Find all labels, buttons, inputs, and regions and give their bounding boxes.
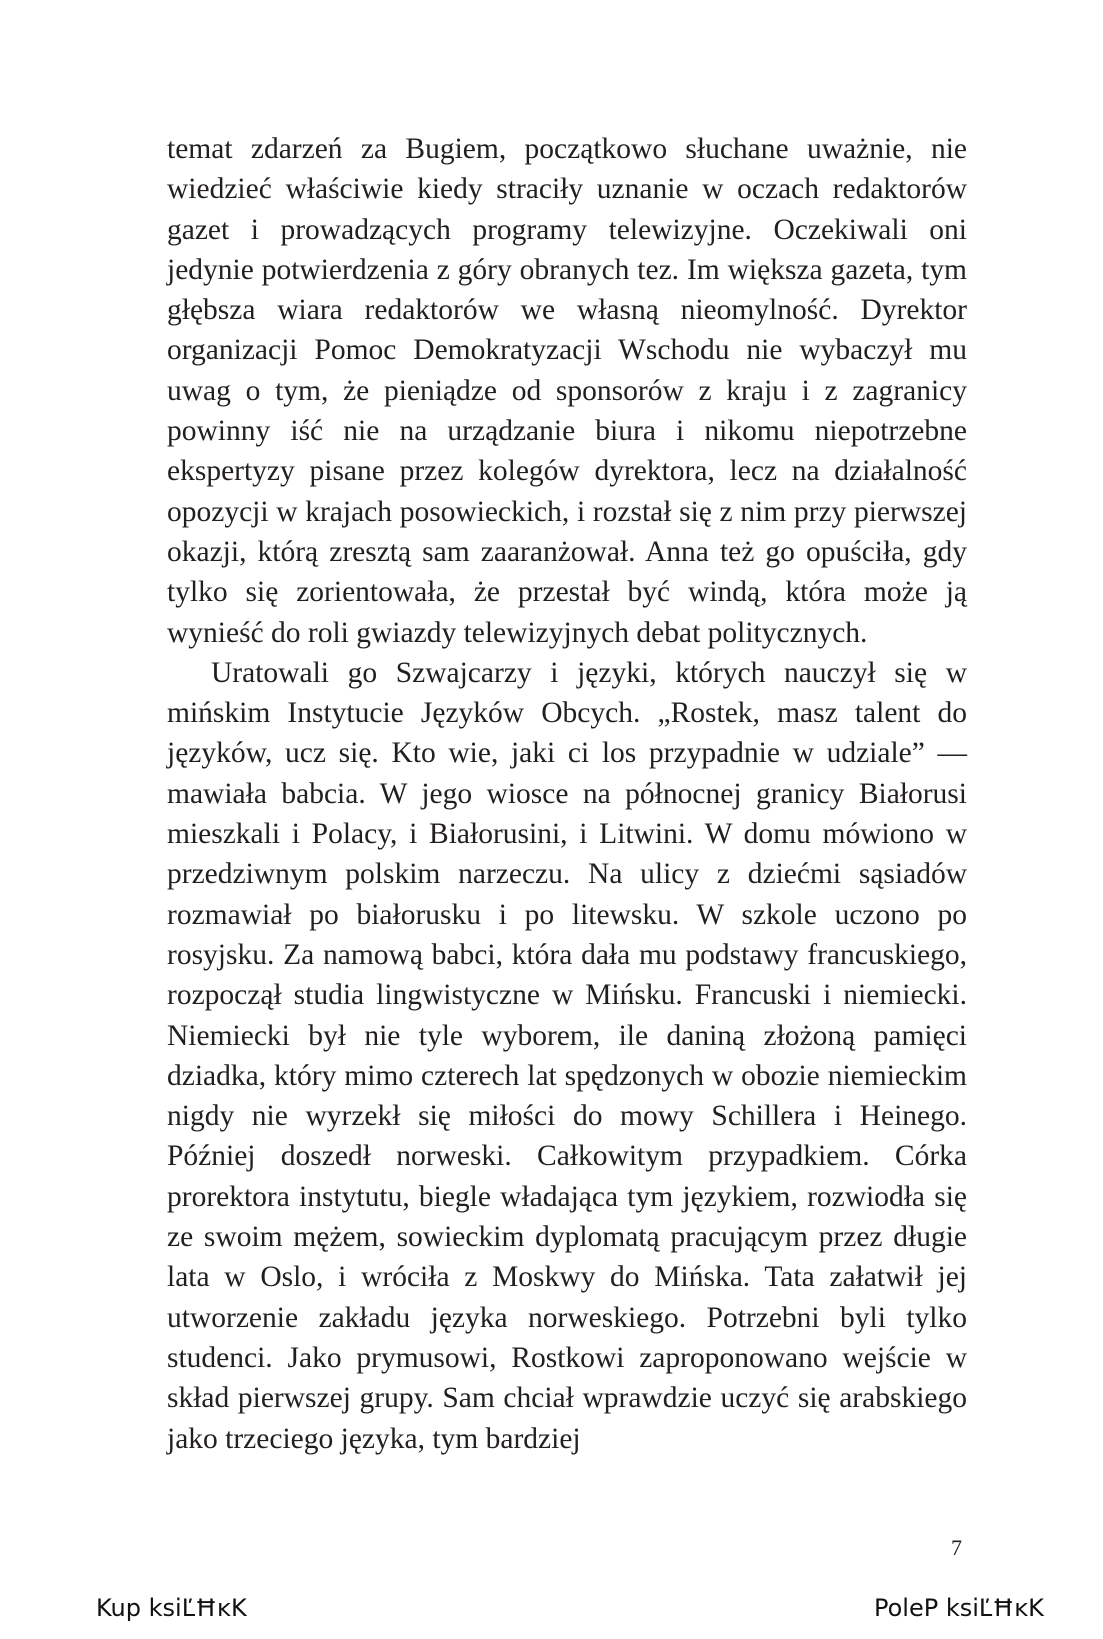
paragraph-1: temat zdarzeń za Bugiem, początkowo słuchane uważnie, nie wiedzieć właściwie kiedy straciły uznanie w oczach redaktorów gazet i prowadzących programy telewizyjne. Oczekiwali oni jedynie potwierdzenia z góry obranych tez. Im większa gazeta, tym głębsza wiara redaktorów we własną nieomylność. Dyrektor organizacji Pomoc Demokratyzacji Wschodu nie wybaczył mu uwag o tym, że pieniądze od sponsorów z kraju i z zagranicy powinny iść nie na urządzanie biura i nikomu niepotrzebne ekspertyzy pisane przez kolegów dyrektora, lecz na działalność opozycji w krajach posowieckich, i rozstał się z nim przy pierwszej okazji, którą zresztą sam zaaranżował. Anna też go opuściła, gdy tylko się zorientowała, że przestał być windą, która może ją wynieść do roli gwiazdy telewizyjnych debat politycznych. (167, 133, 967, 649)
paragraph-2: Uratowali go Szwajcarzy i języki, których nauczył się w mińskim Instytucie Języków Obcych. „Rostek, masz talent do języków, ucz się. Kto wie, jaki ci los przypadnie w udziale” — mawiała babcia. W jego wiosce na północnej granicy Białorusi mieszkali i Polacy, i Białorusini, i Litwini. W domu mówiono w przedziwnym polskim narzeczu. Na ulicy z dziećmi sąsiadów rozmawiał po białorusku i po litewsku. W szkole uczono po rosyjsku. Za namową babci, która dała mu podstawy francuskiego, rozpoczął studia lingwistyczne w Mińsku. Francuski i niemiecki. Niemiecki był nie tyle wyborem, ile daniną złożoną pamięci dziadka, który mimo czterech lat spędzonych w obozie niemieckim nigdy nie wyrzekł się miłości do mowy Schillera i Heinego. Później doszedł norweski. Całkowitym przypadkiem. Córka prorektora instytutu, biegle władająca tym językiem, rozwiodła się ze swoim mężem, sowieckim dyplomatą pracującym przez długie lata w Oslo, i wróciła z Moskwy do Mińska. Tata załatwił jej utworzenie zakładu języka norweskiego. Potrzebni byli tylko studenci. Jako prymusowi, Rostkowi zaproponowano wejście w skład pierwszej grupy. Sam chciał wprawdzie uczyć się arabskiego jako trzeciego języka, tym bardziej (167, 656, 967, 1455)
page-body-text (167, 129, 967, 1459)
buy-book-link[interactable]: Kup ksiĽĦĸK (96, 1594, 247, 1622)
recommend-book-link[interactable]: PoleP ksiĽĦĸK (874, 1594, 1044, 1622)
page-number: 7 (951, 1535, 962, 1560)
